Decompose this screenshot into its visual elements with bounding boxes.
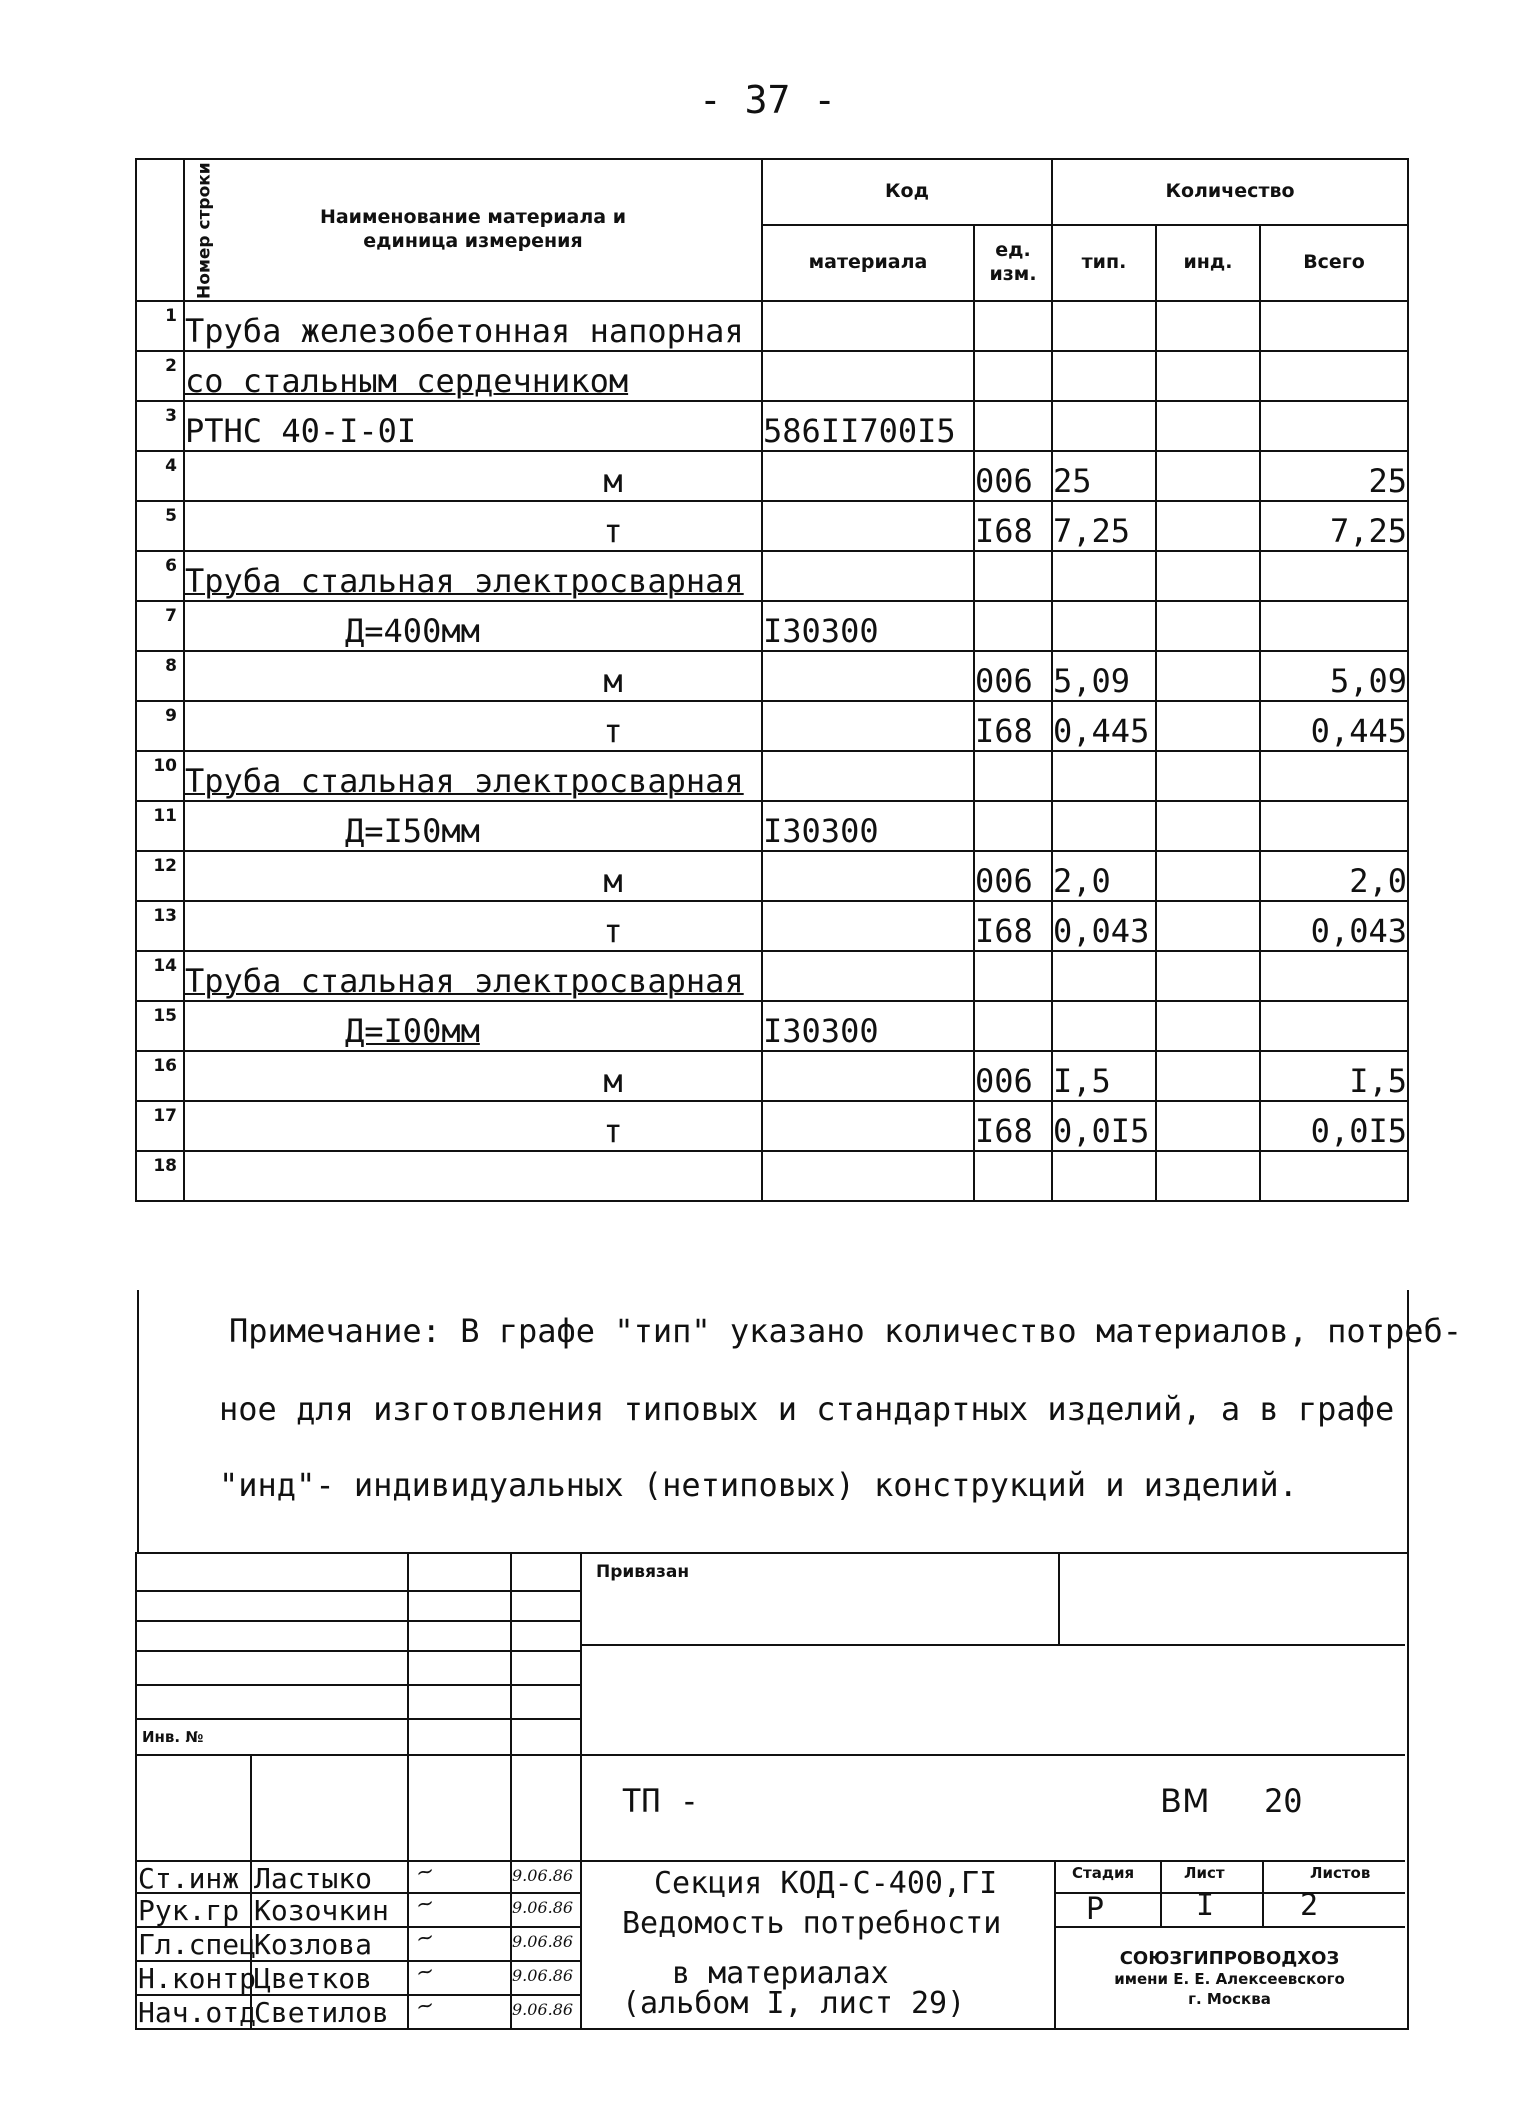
material-code-cell <box>762 651 974 701</box>
material-code-cell <box>762 1101 974 1151</box>
typ-quantity-cell <box>1052 301 1156 351</box>
typ-quantity-cell <box>1052 951 1156 1001</box>
total-quantity-cell <box>1260 401 1408 451</box>
signature: ~ <box>413 1958 437 1987</box>
unit-code-cell <box>974 351 1052 401</box>
note-line-3: "инд"- индивидуальных (нетиповых) конструкций и изделий. <box>219 1466 1298 1504</box>
material-name-cell: т <box>184 501 762 551</box>
total-quantity-cell <box>1260 601 1408 651</box>
row-number: 16 <box>136 1051 184 1101</box>
material-name-cell: Труба железобетонная напорная <box>184 301 762 351</box>
unit-code-cell: I68 <box>974 501 1052 551</box>
signature: ~ <box>413 1924 437 1953</box>
total-quantity-cell: 25 <box>1260 451 1408 501</box>
row-number: 8 <box>136 651 184 701</box>
table-row <box>136 851 1408 901</box>
typ-quantity-cell: 7,25 <box>1052 501 1156 551</box>
typ-quantity-cell <box>1052 551 1156 601</box>
staff-name: Цветков <box>254 1962 373 1995</box>
unit-code-cell: 006 <box>974 651 1052 701</box>
sheets-label: Листов <box>1310 1864 1371 1882</box>
unit-code-cell <box>974 1151 1052 1201</box>
code-header: Код <box>762 159 1052 225</box>
typ-quantity-cell: 0,043 <box>1052 901 1156 951</box>
material-code-header: материала <box>762 225 974 301</box>
row-number: 1 <box>136 301 184 351</box>
unit-code-cell: 006 <box>974 451 1052 501</box>
ind-quantity-cell <box>1156 551 1260 601</box>
ind-header: инд. <box>1156 225 1260 301</box>
table-row <box>136 1151 1408 1201</box>
typ-header: тип. <box>1052 225 1156 301</box>
row-number: 12 <box>136 851 184 901</box>
row-number: 13 <box>136 901 184 951</box>
typ-quantity-cell <box>1052 351 1156 401</box>
ind-quantity-cell <box>1156 801 1260 851</box>
row-number: 9 <box>136 701 184 751</box>
material-name-cell: Труба стальная электросварная <box>184 551 762 601</box>
table-row <box>136 651 1408 701</box>
total-quantity-cell: 5,09 <box>1260 651 1408 701</box>
total-quantity-cell: I,5 <box>1260 1051 1408 1101</box>
ind-quantity-cell <box>1156 451 1260 501</box>
row-number: 18 <box>136 1151 184 1201</box>
material-code-cell <box>762 1151 974 1201</box>
table-row <box>136 551 1408 601</box>
material-code-cell <box>762 701 974 751</box>
table-row <box>136 601 1408 651</box>
typ-quantity-cell: 2,0 <box>1052 851 1156 901</box>
note-line-2: ное для изготовления типовых и стандартных изделий, а в графе <box>219 1390 1395 1428</box>
table-row <box>136 751 1408 801</box>
material-code-cell <box>762 1051 974 1101</box>
row-number: 6 <box>136 551 184 601</box>
row-number: 17 <box>136 1101 184 1151</box>
table-row <box>136 1101 1408 1151</box>
typ-quantity-cell <box>1052 751 1156 801</box>
staff-role: Н.контр <box>138 1962 257 1995</box>
ind-quantity-cell <box>1156 1001 1260 1051</box>
material-name-cell: м <box>184 451 762 501</box>
doc-title-line-1: Секция КОД-С-400,ГI <box>654 1866 998 1901</box>
material-code-cell: 586II700I5 <box>762 401 974 451</box>
unit-code-cell: 006 <box>974 1051 1052 1101</box>
ind-quantity-cell <box>1156 501 1260 551</box>
staff-name: Ластыко <box>254 1862 373 1895</box>
material-code-cell <box>762 751 974 801</box>
staff-date: 9.06.86 <box>512 1966 574 1985</box>
inventory-number-label: Инв. № <box>142 1728 204 1746</box>
staff-date: 9.06.86 <box>512 2000 574 2019</box>
org-city: г. Москва <box>1188 1990 1271 2008</box>
ind-quantity-cell <box>1156 301 1260 351</box>
material-name-cell: м <box>184 851 762 901</box>
material-code-cell: I30300 <box>762 1001 974 1051</box>
doc-title-line-4: (альбом I, лист 29) <box>622 1986 966 2021</box>
org-name-2: имени Е. Е. Алексеевского <box>1114 1970 1345 1988</box>
row-number: 2 <box>136 351 184 401</box>
row-number: 3 <box>136 401 184 451</box>
ind-quantity-cell <box>1156 701 1260 751</box>
table-row <box>136 401 1408 451</box>
ind-quantity-cell <box>1156 951 1260 1001</box>
signature: ~ <box>413 1890 437 1919</box>
material-code-cell <box>762 851 974 901</box>
typ-quantity-cell: I,5 <box>1052 1051 1156 1101</box>
org-name: СОЮЗГИПРОВОДХОЗ <box>1119 1948 1340 1969</box>
page-number: - 37 - <box>698 78 837 122</box>
ind-quantity-cell <box>1156 1101 1260 1151</box>
row-number: 4 <box>136 451 184 501</box>
materials-table <box>135 158 1409 1202</box>
ind-quantity-cell <box>1156 601 1260 651</box>
stage-label: Стадия <box>1072 1864 1135 1882</box>
unit-code-cell <box>974 951 1052 1001</box>
row-number: 11 <box>136 801 184 851</box>
row-number: 7 <box>136 601 184 651</box>
tp-label: ТП - <box>622 1782 700 1820</box>
typ-quantity-cell: 25 <box>1052 451 1156 501</box>
typ-quantity-cell <box>1052 401 1156 451</box>
signature: ~ <box>413 1858 437 1887</box>
staff-date: 9.06.86 <box>512 1866 574 1885</box>
ind-quantity-cell <box>1156 851 1260 901</box>
row-number-header: Номер строки <box>136 159 184 301</box>
total-quantity-cell: 0,0I5 <box>1260 1101 1408 1151</box>
material-name-cell <box>184 1151 762 1201</box>
unit-code-cell: 006 <box>974 851 1052 901</box>
table-row <box>136 951 1408 1001</box>
total-quantity-cell <box>1260 751 1408 801</box>
staff-name: Козочкин <box>254 1894 389 1927</box>
staff-role: Нач.отд <box>138 1996 257 2029</box>
unit-code-cell <box>974 1001 1052 1051</box>
ind-quantity-cell <box>1156 651 1260 701</box>
table-row <box>136 301 1408 351</box>
table-row <box>136 901 1408 951</box>
unit-code-cell <box>974 301 1052 351</box>
ind-quantity-cell <box>1156 351 1260 401</box>
table-row <box>136 1051 1408 1101</box>
sheets-value: 2 <box>1300 1888 1319 1923</box>
row-number: 14 <box>136 951 184 1001</box>
typ-quantity-cell <box>1052 801 1156 851</box>
staff-role: Рук.гр <box>138 1894 240 1927</box>
total-quantity-cell: 7,25 <box>1260 501 1408 551</box>
row-number: 10 <box>136 751 184 801</box>
table-row <box>136 451 1408 501</box>
material-name-cell: Д=400мм <box>184 601 762 651</box>
ind-quantity-cell <box>1156 1051 1260 1101</box>
material-name-cell: Д=I00мм <box>184 1001 762 1051</box>
material-code-cell <box>762 901 974 951</box>
total-quantity-cell <box>1260 301 1408 351</box>
staff-role: Гл.спец <box>138 1928 257 1961</box>
quantity-header: Количество <box>1052 159 1408 225</box>
table-row <box>136 801 1408 851</box>
unit-code-cell: I68 <box>974 901 1052 951</box>
unit-code-cell: I68 <box>974 1101 1052 1151</box>
unit-code-cell <box>974 551 1052 601</box>
sheet-label: Лист <box>1184 1864 1225 1882</box>
ind-quantity-cell <box>1156 751 1260 801</box>
staff-role: Ст.инж <box>138 1862 240 1895</box>
typ-quantity-cell <box>1052 1151 1156 1201</box>
total-quantity-cell <box>1260 1001 1408 1051</box>
typ-quantity-cell: 0,0I5 <box>1052 1101 1156 1151</box>
doc-title-line-2: Ведомость потребности <box>622 1906 1002 1941</box>
material-code-cell: I30300 <box>762 601 974 651</box>
material-name-cell: м <box>184 1051 762 1101</box>
row-number: 15 <box>136 1001 184 1051</box>
vm-label: ВМ <box>1160 1782 1210 1820</box>
privyazan-label: Привязан <box>596 1562 690 1582</box>
total-quantity-cell <box>1260 1151 1408 1201</box>
material-name-cell: Труба стальная электросварная <box>184 951 762 1001</box>
total-header: Всего <box>1260 225 1408 301</box>
material-code-cell <box>762 551 974 601</box>
typ-quantity-cell <box>1052 1001 1156 1051</box>
table-row <box>136 1001 1408 1051</box>
material-code-cell <box>762 451 974 501</box>
ind-quantity-cell <box>1156 401 1260 451</box>
total-quantity-cell: 0,445 <box>1260 701 1408 751</box>
material-code-cell <box>762 301 974 351</box>
unit-code-cell: I68 <box>974 701 1052 751</box>
stage-value: Р <box>1086 1892 1105 1927</box>
typ-quantity-cell: 5,09 <box>1052 651 1156 701</box>
row-number: 5 <box>136 501 184 551</box>
staff-date: 9.06.86 <box>512 1932 574 1951</box>
material-code-cell <box>762 351 974 401</box>
material-name-cell: м <box>184 651 762 701</box>
material-name-cell: Труба стальная электросварная <box>184 751 762 801</box>
doc-title-line-3: в материалах <box>672 1956 889 1991</box>
typ-quantity-cell: 0,445 <box>1052 701 1156 751</box>
unit-code-cell <box>974 801 1052 851</box>
material-name-cell: РТНС 40-I-0I <box>184 401 762 451</box>
staff-name: Козлова <box>254 1928 373 1961</box>
vm-number: 20 <box>1264 1782 1303 1820</box>
staff-date: 9.06.86 <box>512 1898 574 1917</box>
table-row <box>136 701 1408 751</box>
unit-code-cell <box>974 751 1052 801</box>
signature: ~ <box>413 1992 437 2021</box>
sheet-value: I <box>1196 1888 1215 1923</box>
material-name-cell: со стальным сердечником <box>184 351 762 401</box>
ind-quantity-cell <box>1156 901 1260 951</box>
material-code-cell <box>762 951 974 1001</box>
total-quantity-cell <box>1260 351 1408 401</box>
total-quantity-cell: 2,0 <box>1260 851 1408 901</box>
unit-code-header: ед. изм. <box>974 225 1052 301</box>
staff-name: Светилов <box>254 1996 389 2029</box>
material-name-cell: т <box>184 1101 762 1151</box>
note-line-1: Примечание: В графе "тип" указано количество материалов, потреб- <box>229 1312 1462 1350</box>
material-name-cell: Д=I50мм <box>184 801 762 851</box>
typ-quantity-cell <box>1052 601 1156 651</box>
table-row <box>136 501 1408 551</box>
total-quantity-cell <box>1260 551 1408 601</box>
unit-code-cell <box>974 601 1052 651</box>
note-block <box>137 1290 1462 1554</box>
material-name-cell: т <box>184 701 762 751</box>
name-header: Наименование материала и единица измерения <box>184 159 762 301</box>
material-code-cell: I30300 <box>762 801 974 851</box>
total-quantity-cell <box>1260 801 1408 851</box>
unit-code-cell <box>974 401 1052 451</box>
ind-quantity-cell <box>1156 1151 1260 1201</box>
material-code-cell <box>762 501 974 551</box>
material-name-cell: т <box>184 901 762 951</box>
total-quantity-cell: 0,043 <box>1260 901 1408 951</box>
table-row <box>136 351 1408 401</box>
total-quantity-cell <box>1260 951 1408 1001</box>
